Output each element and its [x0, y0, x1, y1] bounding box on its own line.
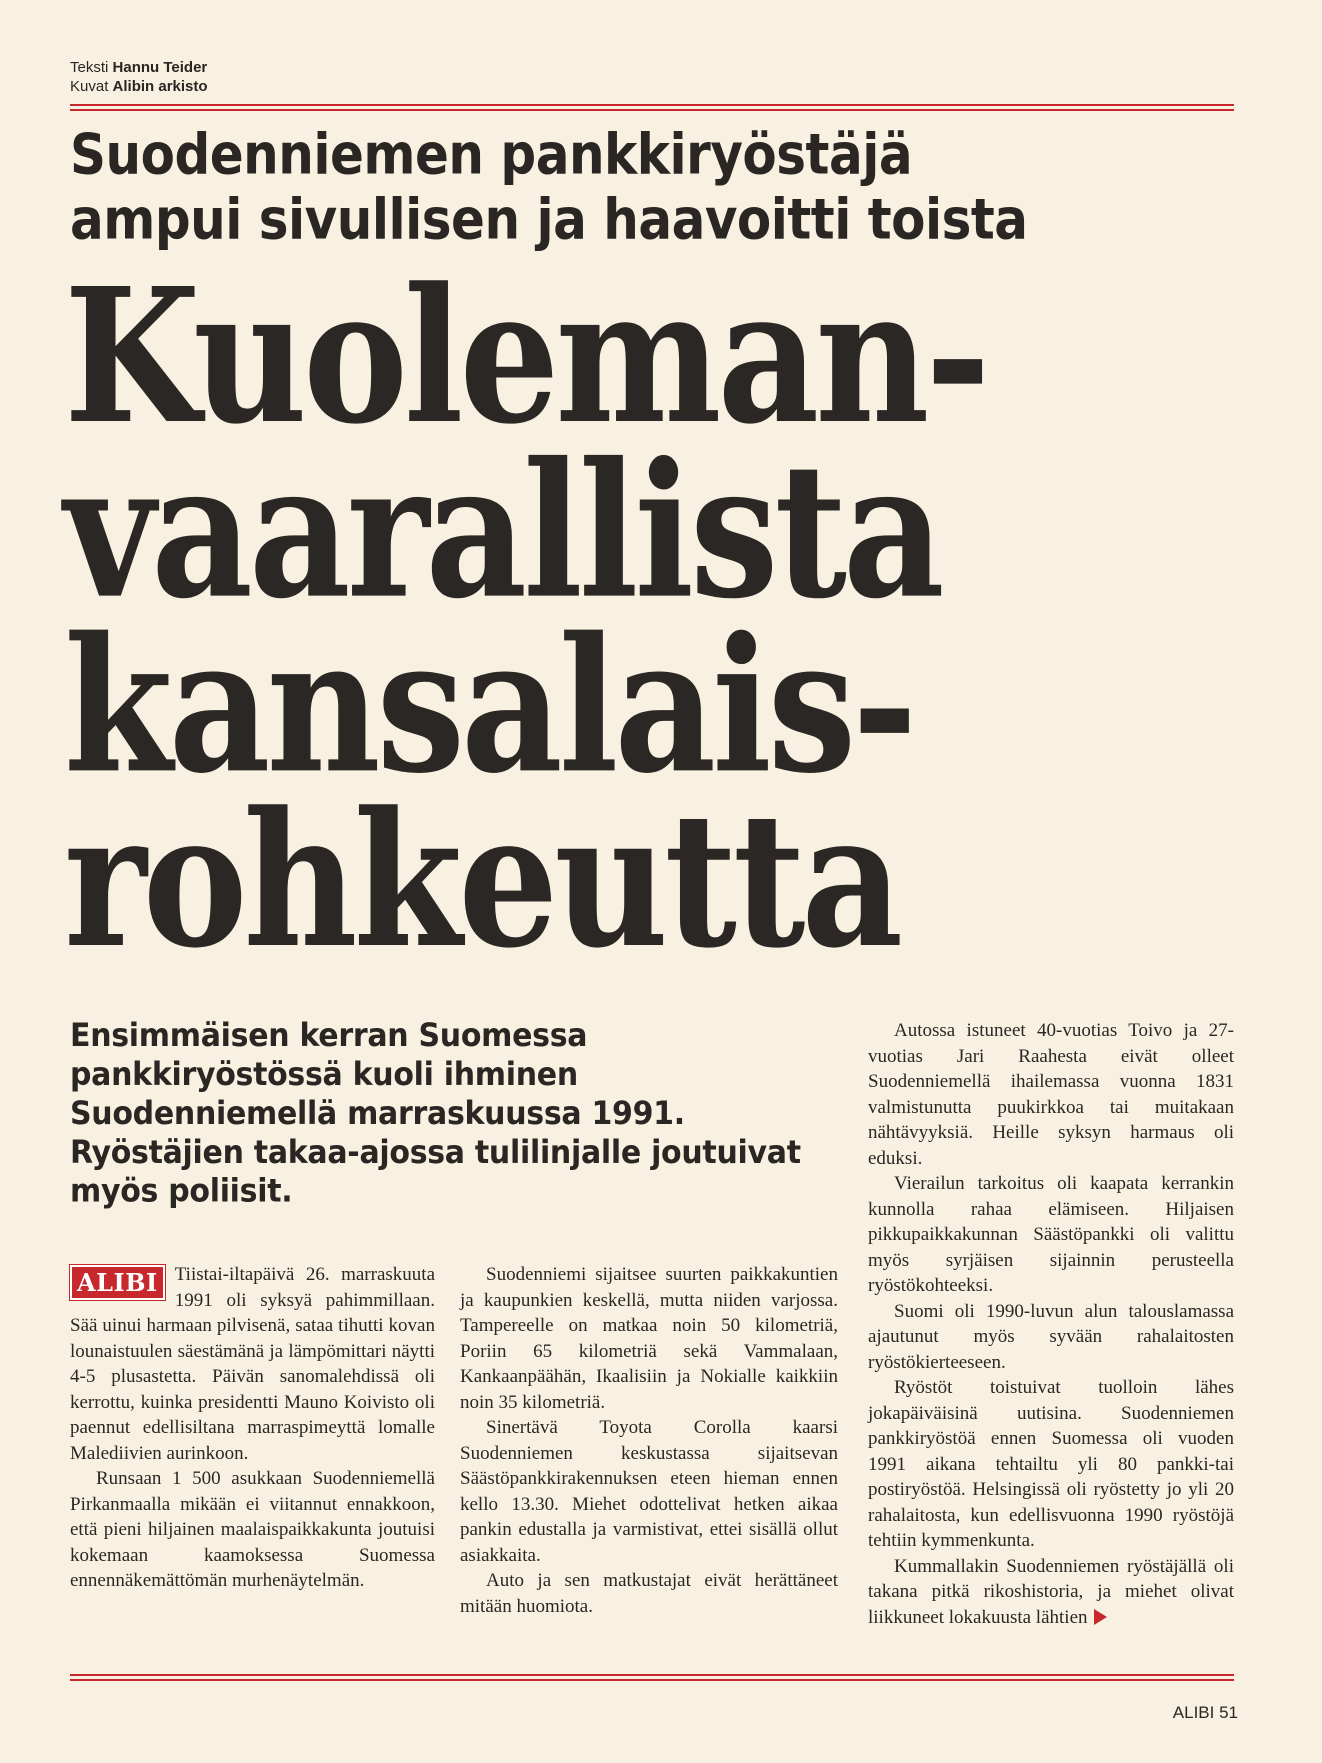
body-paragraph: Runsaan 1 500 asukkaan Suodenniemellä Pirkanmaalla mikään ei viitannut ennakkoon, että pieni hiljainen maalaispaikkakunta joutuisi kokemaan kaamoksessa Suomessa ennennäkemättömän murhenäytelmän. [70, 1468, 435, 1591]
page-folio: ALIBI 51 [1172, 1703, 1238, 1722]
body-paragraph-last-text: Kummallakin Suodenniemen ryöstäjällä oli takana pitkä rikoshistoria, ja miehet olivat liikkuneet lokakuusta lähtien [868, 1555, 1234, 1628]
headline-line-4: rohkeutta [64, 772, 900, 990]
headline-line-2: vaarallista [64, 423, 941, 641]
body-paragraph: Autossa istuneet 40-vuotias Toivo ja 27-vuotias Jari Raahesta eivät olleet Suodenniemellä ihailemassa vuonna 1831 valmistunutta puukirkkoa tai muitakaan nähtävyyksiä. Heille syksyn harmaus oli eduksi. [868, 1020, 1234, 1169]
headline-line-3: kansalais- [64, 598, 914, 816]
body-paragraph-last [868, 1554, 1234, 1631]
body-paragraph: Ryöstöt toistuivat tuolloin lähes jokapäiväisinä uutisina. Suodenniemen pankkiryöstöä ennen Suomessa oli vuoden 1991 aikana tehtailtu yli 80 pankki-tai postiryöstöä. Helsingissä oli ryöstetty jo yli 20 rahalaitosta, kun edellisvuonna 1990 ryöstöjä tehtiin kymmenkunta. [868, 1377, 1234, 1551]
body-paragraph: Auto ja sen matkustajat eivät herättäneet mitään huomiota. [460, 1570, 838, 1617]
text-credit-author: Hannu Teider [112, 59, 208, 76]
subheadline [70, 122, 1234, 252]
subheadline-line-2: ampui sivullisen ja haavoitti toista [70, 186, 1028, 252]
body-paragraph: Suomi oli 1990-luvun alun talouslamassa ajautunut myös syvään rahalaitosten ryöstökierteeseen. [868, 1300, 1234, 1373]
lede-paragraph: Ensimmäisen kerran Suomessa pankkiryöstössä kuoli ihminen Suodenniemellä marraskuussa 1991. Ryöstäjien takaa-ajossa tulilinjalle joutuivat myös poliisit. [70, 1017, 801, 1211]
text-credit-role: Teksti [70, 59, 109, 76]
body-column-1 [70, 1262, 435, 1594]
bottom-double-rule [70, 1674, 1234, 1681]
top-double-rule [70, 104, 1234, 111]
photo-credit-source: Alibin arkisto [112, 78, 208, 95]
alibi-logo-badge: ALIBI [70, 1265, 165, 1300]
body-paragraph: Vierailun tarkoitus oli kaapata kerrankin kunnolla rahaa elämiseen. Hiljaisen pikkupaikkakunnan Säästöpankki oli valittu myös syrjäisen sijainnin perusteella ryöstökohteeksi. [868, 1173, 1234, 1296]
body-column-2 [460, 1262, 838, 1619]
byline-credits [70, 58, 208, 96]
continue-arrow-icon [1094, 1609, 1107, 1625]
body-paragraph: Suodenniemi sijaitsee suurten paikkakuntien ja kaupunkien keskellä, mutta niiden varjossa. Tampereelle on matkaa noin 50 kilometriä, Poriin 65 kilometriä sekä Vammalaan, Kankaanpäähän, Ikaalisiin ja Nokialle kaikkiin noin 35 kilometriä. [460, 1264, 838, 1413]
photo-credit [70, 77, 208, 96]
headline-line-1: Kuoleman- [64, 248, 987, 466]
body-paragraph: Sinertävä Toyota Corolla kaarsi Suodenniemen keskustassa sijaitsevan Säästöpankkirakennuksen eteen hieman ennen kello 13.30. Miehet odottelivat hetken aikaa pankin edustalla ja varmistivat, ettei sisällä ollut asiakkaita. [460, 1417, 838, 1566]
subheadline-line-1: Suodenniemen pankkiryöstäjä [70, 122, 913, 187]
text-credit [70, 58, 208, 77]
body-column-3 [868, 1018, 1234, 1630]
photo-credit-role: Kuvat [70, 78, 109, 95]
body-paragraph: Tiistai-iltapäivä 26. marraskuuta 1991 oli syksyä pahimmillaan. Sää uinui harmaan pilvisenä, sataa tihutti kovan lounaistuulen säestämänä ja lämpömittari näytti 4-5 plusastetta. Päivän sanomalehdissä oli kerrottu, kuinka presidentti Mauno Koivisto oli paennut edellisiltana marraspimeyttä lomalle Malediivien aurinkoon. [70, 1264, 435, 1464]
main-headline [64, 248, 1254, 990]
